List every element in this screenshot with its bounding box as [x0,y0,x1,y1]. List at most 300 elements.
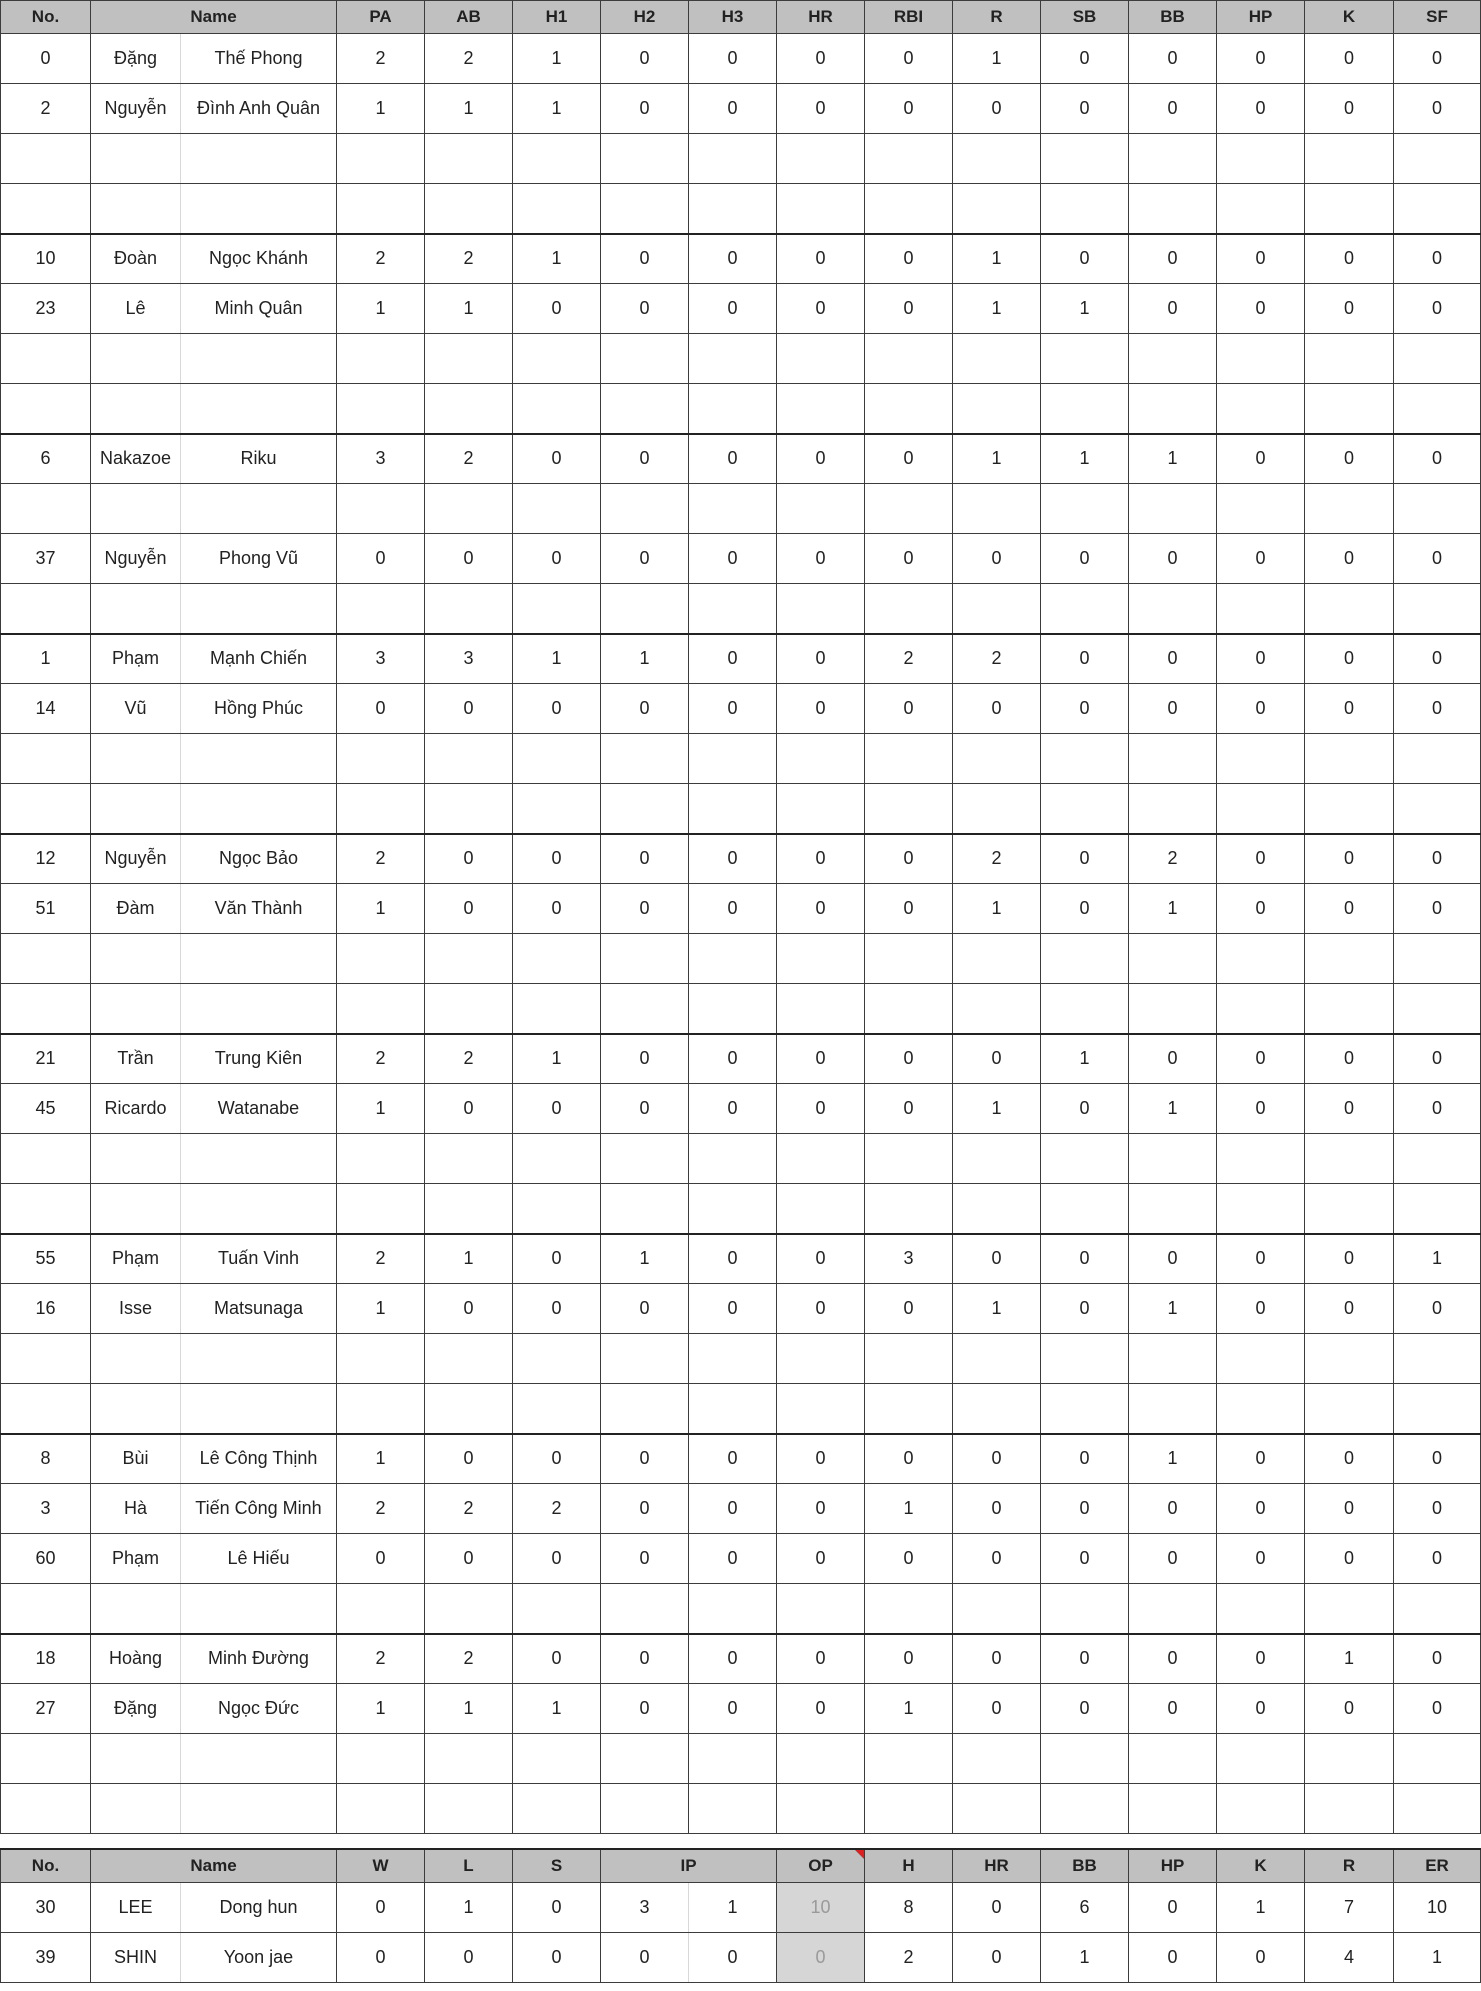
cell-last[interactable]: Tuấn Vinh [181,1234,337,1284]
cell-s[interactable]: 0 [513,1933,601,1983]
cell-sf[interactable] [1394,584,1481,634]
cell-r[interactable]: 0 [953,1034,1041,1084]
cell-ab[interactable] [425,1184,513,1234]
cell-no[interactable]: 30 [1,1883,91,1933]
cell-h2[interactable]: 0 [601,1034,689,1084]
cell-no[interactable] [1,1334,91,1384]
cell-sb[interactable]: 0 [1041,1284,1129,1334]
cell-sb[interactable]: 0 [1041,1234,1129,1284]
cell-last[interactable]: Văn Thành [181,884,337,934]
cell-last[interactable] [181,984,337,1034]
cell-ip-a[interactable]: 3 [601,1883,689,1933]
cell-ip-b[interactable]: 0 [689,1933,777,1983]
cell-sf[interactable] [1394,1334,1481,1384]
cell-hp[interactable]: 0 [1217,884,1305,934]
cell-first[interactable] [91,1184,181,1234]
cell-hr[interactable]: 0 [777,884,865,934]
cell-sf[interactable]: 1 [1394,1234,1481,1284]
cell-h3[interactable]: 0 [689,1234,777,1284]
cell-h1[interactable]: 0 [513,434,601,484]
cell-sb[interactable]: 0 [1041,884,1129,934]
cell-h2[interactable]: 0 [601,534,689,584]
cell-no[interactable] [1,1384,91,1434]
header-r[interactable]: R [953,1,1041,34]
cell-hp[interactable] [1217,584,1305,634]
header-pa[interactable]: PA [337,1,425,34]
cell-pa[interactable] [337,134,425,184]
cell-hp[interactable]: 0 [1217,834,1305,884]
cell-rbi[interactable] [865,734,953,784]
cell-first[interactable] [91,1384,181,1434]
cell-sb[interactable] [1041,584,1129,634]
cell-last[interactable] [181,584,337,634]
cell-r[interactable] [953,1584,1041,1634]
cell-ab[interactable] [425,1734,513,1784]
cell-no[interactable]: 0 [1,34,91,84]
cell-no[interactable] [1,984,91,1034]
cell-sb[interactable]: 0 [1041,234,1129,284]
cell-bb[interactable] [1129,1734,1217,1784]
cell-sb[interactable] [1041,984,1129,1034]
cell-last[interactable]: Riku [181,434,337,484]
cell-h1[interactable]: 0 [513,684,601,734]
cell-hr[interactable]: 0 [777,234,865,284]
cell-first[interactable]: Đoàn [91,234,181,284]
cell-sf[interactable] [1394,384,1481,434]
cell-bb[interactable]: 0 [1129,34,1217,84]
cell-no[interactable]: 27 [1,1684,91,1734]
cell-hp[interactable] [1217,1384,1305,1434]
cell-sf[interactable]: 0 [1394,1434,1481,1484]
header-no[interactable]: No. [1,1,91,34]
cell-pa[interactable] [337,1334,425,1384]
cell-sb[interactable]: 0 [1041,1684,1129,1734]
cell-first[interactable]: Isse [91,1284,181,1334]
cell-sb[interactable]: 0 [1041,1534,1129,1584]
cell-rbi[interactable]: 0 [865,84,953,134]
cell-hr[interactable]: 0 [777,1084,865,1134]
cell-last[interactable]: Matsunaga [181,1284,337,1334]
header-sf[interactable]: SF [1394,1,1481,34]
cell-pa[interactable] [337,984,425,1034]
cell-k[interactable]: 1 [1217,1883,1305,1933]
cell-first[interactable]: Lê [91,284,181,334]
cell-hp[interactable]: 0 [1217,234,1305,284]
cell-h3[interactable]: 0 [689,684,777,734]
cell-no[interactable]: 51 [1,884,91,934]
cell-hr[interactable] [777,784,865,834]
cell-hp[interactable]: 0 [1217,284,1305,334]
cell-r[interactable]: 1 [953,284,1041,334]
cell-r[interactable]: 0 [953,534,1041,584]
cell-r[interactable]: 1 [953,1084,1041,1134]
cell-hp[interactable] [1217,984,1305,1034]
cell-bb[interactable]: 1 [1129,884,1217,934]
cell-h2[interactable]: 0 [601,1084,689,1134]
cell-h3[interactable]: 0 [689,1484,777,1534]
cell-h1[interactable] [513,484,601,534]
cell-w[interactable]: 0 [337,1883,425,1933]
cell-h3[interactable] [689,734,777,784]
cell-r[interactable]: 7 [1305,1883,1394,1933]
cell-ab[interactable] [425,784,513,834]
cell-first[interactable] [91,334,181,384]
cell-first[interactable]: Nakazoe [91,434,181,484]
cell-ab[interactable]: 0 [425,684,513,734]
cell-no[interactable]: 18 [1,1634,91,1684]
cell-hr[interactable] [777,134,865,184]
cell-h3[interactable] [689,1184,777,1234]
cell-r[interactable]: 0 [953,684,1041,734]
cell-last[interactable] [181,1584,337,1634]
cell-hr[interactable]: 0 [777,284,865,334]
cell-h2[interactable] [601,784,689,834]
cell-ab[interactable]: 1 [425,284,513,334]
cell-hp[interactable]: 0 [1217,1484,1305,1534]
cell-hp[interactable]: 0 [1129,1883,1217,1933]
comment-indicator-icon[interactable] [855,1850,864,1859]
cell-bb[interactable] [1129,134,1217,184]
cell-hp[interactable]: 0 [1217,1034,1305,1084]
cell-h3[interactable] [689,1134,777,1184]
cell-bb[interactable]: 0 [1129,1534,1217,1584]
cell-no[interactable] [1,1784,91,1834]
cell-ab[interactable]: 1 [425,1234,513,1284]
cell-no[interactable] [1,134,91,184]
cell-h1[interactable]: 1 [513,34,601,84]
cell-ab[interactable]: 0 [425,1434,513,1484]
cell-rbi[interactable]: 0 [865,1534,953,1584]
cell-sb[interactable] [1041,1584,1129,1634]
cell-hp[interactable]: 0 [1217,1434,1305,1484]
cell-bb[interactable]: 0 [1129,234,1217,284]
cell-h1[interactable] [513,584,601,634]
cell-h2[interactable] [601,1384,689,1434]
cell-ab[interactable] [425,584,513,634]
cell-h1[interactable]: 0 [513,834,601,884]
cell-last[interactable] [181,184,337,234]
cell-rbi[interactable]: 0 [865,684,953,734]
cell-last[interactable] [181,484,337,534]
cell-h3[interactable]: 0 [689,1434,777,1484]
cell-sf[interactable] [1394,134,1481,184]
cell-no[interactable]: 2 [1,84,91,134]
cell-first[interactable]: Đặng [91,1684,181,1734]
cell-h3[interactable]: 0 [689,34,777,84]
cell-last[interactable]: Trung Kiên [181,1034,337,1084]
cell-k[interactable]: 0 [1305,284,1394,334]
cell-hp[interactable]: 0 [1217,1234,1305,1284]
cell-h1[interactable]: 0 [513,1534,601,1584]
cell-sf[interactable]: 0 [1394,434,1481,484]
cell-ab[interactable]: 0 [425,1084,513,1134]
cell-last[interactable]: Dong hun [181,1883,337,1933]
cell-s[interactable]: 0 [513,1883,601,1933]
cell-rbi[interactable] [865,184,953,234]
cell-rbi[interactable] [865,584,953,634]
cell-rbi[interactable] [865,1584,953,1634]
cell-last[interactable]: Lê Công Thịnh [181,1434,337,1484]
cell-r[interactable] [953,734,1041,784]
cell-h2[interactable] [601,134,689,184]
cell-first[interactable]: Vũ [91,684,181,734]
cell-pa[interactable]: 0 [337,684,425,734]
cell-bb[interactable] [1129,934,1217,984]
cell-bb[interactable]: 1 [1129,1084,1217,1134]
cell-last[interactable] [181,1784,337,1834]
cell-bb[interactable]: 0 [1129,284,1217,334]
cell-pa[interactable]: 2 [337,1634,425,1684]
cell-hr[interactable] [777,184,865,234]
cell-h3[interactable] [689,984,777,1034]
cell-k[interactable]: 0 [1305,1534,1394,1584]
header-hr[interactable]: HR [777,1,865,34]
cell-sf[interactable] [1394,484,1481,534]
cell-pa[interactable]: 1 [337,1284,425,1334]
header-er[interactable]: ER [1394,1849,1481,1883]
cell-rbi[interactable] [865,1334,953,1384]
cell-last[interactable] [181,734,337,784]
cell-h1[interactable]: 0 [513,1284,601,1334]
cell-k[interactable] [1305,584,1394,634]
cell-h3[interactable] [689,1334,777,1384]
cell-sf[interactable] [1394,1384,1481,1434]
cell-h3[interactable]: 0 [689,1084,777,1134]
cell-r[interactable] [953,1384,1041,1434]
cell-h2[interactable] [601,184,689,234]
cell-h3[interactable] [689,484,777,534]
cell-h1[interactable]: 0 [513,1434,601,1484]
cell-last[interactable]: Tiến Công Minh [181,1484,337,1534]
cell-bb[interactable] [1129,1384,1217,1434]
cell-sf[interactable]: 0 [1394,284,1481,334]
cell-k[interactable] [1305,134,1394,184]
cell-h3[interactable]: 0 [689,1534,777,1584]
cell-k[interactable]: 0 [1305,1684,1394,1734]
cell-h1[interactable] [513,334,601,384]
cell-rbi[interactable] [865,1134,953,1184]
cell-first[interactable]: SHIN [91,1933,181,1983]
cell-last[interactable] [181,1184,337,1234]
cell-sb[interactable]: 0 [1041,1084,1129,1134]
header-h[interactable]: H [865,1849,953,1883]
cell-bb[interactable] [1129,334,1217,384]
cell-last[interactable] [181,934,337,984]
cell-r[interactable]: 0 [953,1484,1041,1534]
cell-no[interactable] [1,1584,91,1634]
cell-r[interactable]: 1 [953,234,1041,284]
cell-h3[interactable] [689,584,777,634]
cell-no[interactable]: 21 [1,1034,91,1084]
cell-bb[interactable] [1129,984,1217,1034]
cell-h2[interactable] [601,1134,689,1184]
cell-last[interactable]: Minh Quân [181,284,337,334]
cell-ab[interactable] [425,484,513,534]
cell-h2[interactable] [601,1734,689,1784]
header-bb[interactable]: BB [1129,1,1217,34]
cell-h1[interactable] [513,384,601,434]
cell-rbi[interactable] [865,334,953,384]
cell-first[interactable] [91,184,181,234]
cell-k[interactable]: 0 [1305,834,1394,884]
header-k[interactable]: K [1305,1,1394,34]
cell-h1[interactable]: 0 [513,1634,601,1684]
cell-sb[interactable]: 0 [1041,634,1129,684]
cell-r[interactable]: 0 [953,84,1041,134]
cell-h2[interactable] [601,384,689,434]
cell-sf[interactable]: 0 [1394,834,1481,884]
cell-sf[interactable] [1394,1584,1481,1634]
cell-sf[interactable] [1394,784,1481,834]
cell-h2[interactable] [601,734,689,784]
cell-h1[interactable]: 1 [513,1034,601,1084]
cell-h1[interactable] [513,784,601,834]
cell-ab[interactable] [425,934,513,984]
cell-hr[interactable]: 0 [953,1883,1041,1933]
cell-h2[interactable] [601,334,689,384]
cell-hp[interactable]: 0 [1217,534,1305,584]
cell-rbi[interactable]: 0 [865,884,953,934]
cell-no[interactable]: 23 [1,284,91,334]
cell-ab[interactable]: 1 [425,84,513,134]
cell-sb[interactable] [1041,1734,1129,1784]
cell-h3[interactable] [689,1384,777,1434]
cell-last[interactable] [181,134,337,184]
cell-last[interactable] [181,1334,337,1384]
cell-sf[interactable]: 0 [1394,1484,1481,1534]
cell-no[interactable] [1,1734,91,1784]
cell-rbi[interactable]: 0 [865,834,953,884]
cell-h3[interactable] [689,184,777,234]
cell-k[interactable] [1305,1334,1394,1384]
cell-h3[interactable] [689,1784,777,1834]
cell-h2[interactable]: 1 [601,1234,689,1284]
cell-k[interactable]: 0 [1305,234,1394,284]
cell-hr[interactable]: 0 [777,1034,865,1084]
cell-ab[interactable]: 2 [425,234,513,284]
cell-sf[interactable] [1394,1784,1481,1834]
header-s[interactable]: S [513,1849,601,1883]
cell-r[interactable] [953,584,1041,634]
cell-op[interactable]: 10 [777,1883,865,1933]
cell-h2[interactable]: 0 [601,1684,689,1734]
cell-ab[interactable]: 0 [425,884,513,934]
header-h1[interactable]: H1 [513,1,601,34]
cell-rbi[interactable]: 1 [865,1484,953,1534]
cell-rbi[interactable] [865,1184,953,1234]
cell-hp[interactable] [1217,384,1305,434]
cell-r[interactable] [953,784,1041,834]
cell-k[interactable] [1305,784,1394,834]
cell-last[interactable] [181,1384,337,1434]
cell-first[interactable]: Đàm [91,884,181,934]
cell-r[interactable]: 0 [953,1234,1041,1284]
cell-pa[interactable] [337,584,425,634]
cell-h2[interactable] [601,584,689,634]
cell-h1[interactable] [513,134,601,184]
cell-last[interactable] [181,1134,337,1184]
cell-ab[interactable] [425,984,513,1034]
cell-first[interactable]: Bùi [91,1434,181,1484]
cell-sf[interactable]: 0 [1394,1284,1481,1334]
cell-r[interactable]: 0 [953,1434,1041,1484]
cell-sb[interactable]: 0 [1041,534,1129,584]
cell-h1[interactable]: 0 [513,284,601,334]
cell-h2[interactable]: 0 [601,34,689,84]
cell-h3[interactable]: 0 [689,1284,777,1334]
cell-h1[interactable] [513,184,601,234]
cell-h3[interactable]: 0 [689,284,777,334]
cell-sf[interactable]: 0 [1394,84,1481,134]
cell-h2[interactable]: 0 [601,284,689,334]
cell-pa[interactable]: 1 [337,1434,425,1484]
cell-rbi[interactable]: 2 [865,634,953,684]
cell-bb[interactable] [1129,784,1217,834]
cell-rbi[interactable]: 0 [865,1434,953,1484]
cell-er[interactable]: 1 [1394,1933,1481,1983]
cell-hr[interactable]: 0 [777,684,865,734]
cell-first[interactable] [91,784,181,834]
cell-no[interactable] [1,734,91,784]
cell-sf[interactable]: 0 [1394,1634,1481,1684]
cell-last[interactable]: Phong Vũ [181,534,337,584]
header-sb[interactable]: SB [1041,1,1129,34]
cell-hr[interactable]: 0 [777,834,865,884]
cell-rbi[interactable]: 0 [865,1084,953,1134]
cell-h3[interactable]: 0 [689,634,777,684]
cell-k[interactable] [1305,384,1394,434]
header-w[interactable]: W [337,1849,425,1883]
header-no[interactable]: No. [1,1849,91,1883]
cell-no[interactable] [1,384,91,434]
cell-first[interactable]: Ricardo [91,1084,181,1134]
cell-hp[interactable] [1217,1784,1305,1834]
cell-k[interactable]: 0 [1305,84,1394,134]
cell-no[interactable] [1,1134,91,1184]
cell-pa[interactable] [337,484,425,534]
cell-h2[interactable] [601,934,689,984]
cell-k[interactable]: 0 [1305,684,1394,734]
cell-no[interactable] [1,934,91,984]
cell-hr[interactable] [777,1384,865,1434]
cell-ab[interactable]: 0 [425,1534,513,1584]
cell-sb[interactable]: 1 [1041,1034,1129,1084]
cell-er[interactable]: 10 [1394,1883,1481,1933]
cell-pa[interactable] [337,184,425,234]
cell-bb[interactable]: 1 [1129,434,1217,484]
cell-no[interactable]: 45 [1,1084,91,1134]
cell-rbi[interactable]: 0 [865,1284,953,1334]
cell-h2[interactable] [601,1184,689,1234]
cell-sb[interactable] [1041,334,1129,384]
cell-hr[interactable] [777,1734,865,1784]
cell-h3[interactable]: 0 [689,884,777,934]
cell-r[interactable]: 0 [953,1634,1041,1684]
cell-hr[interactable]: 0 [777,634,865,684]
cell-r[interactable]: 0 [953,1684,1041,1734]
cell-pa[interactable]: 2 [337,1034,425,1084]
cell-r[interactable] [953,1734,1041,1784]
cell-r[interactable]: 0 [953,1534,1041,1584]
cell-h1[interactable]: 0 [513,1084,601,1134]
cell-first[interactable]: Hà [91,1484,181,1534]
cell-first[interactable] [91,1584,181,1634]
cell-k[interactable]: 0 [1305,34,1394,84]
cell-h1[interactable] [513,734,601,784]
cell-hr[interactable]: 0 [777,1484,865,1534]
cell-sf[interactable] [1394,184,1481,234]
cell-hp[interactable]: 0 [1217,1684,1305,1734]
